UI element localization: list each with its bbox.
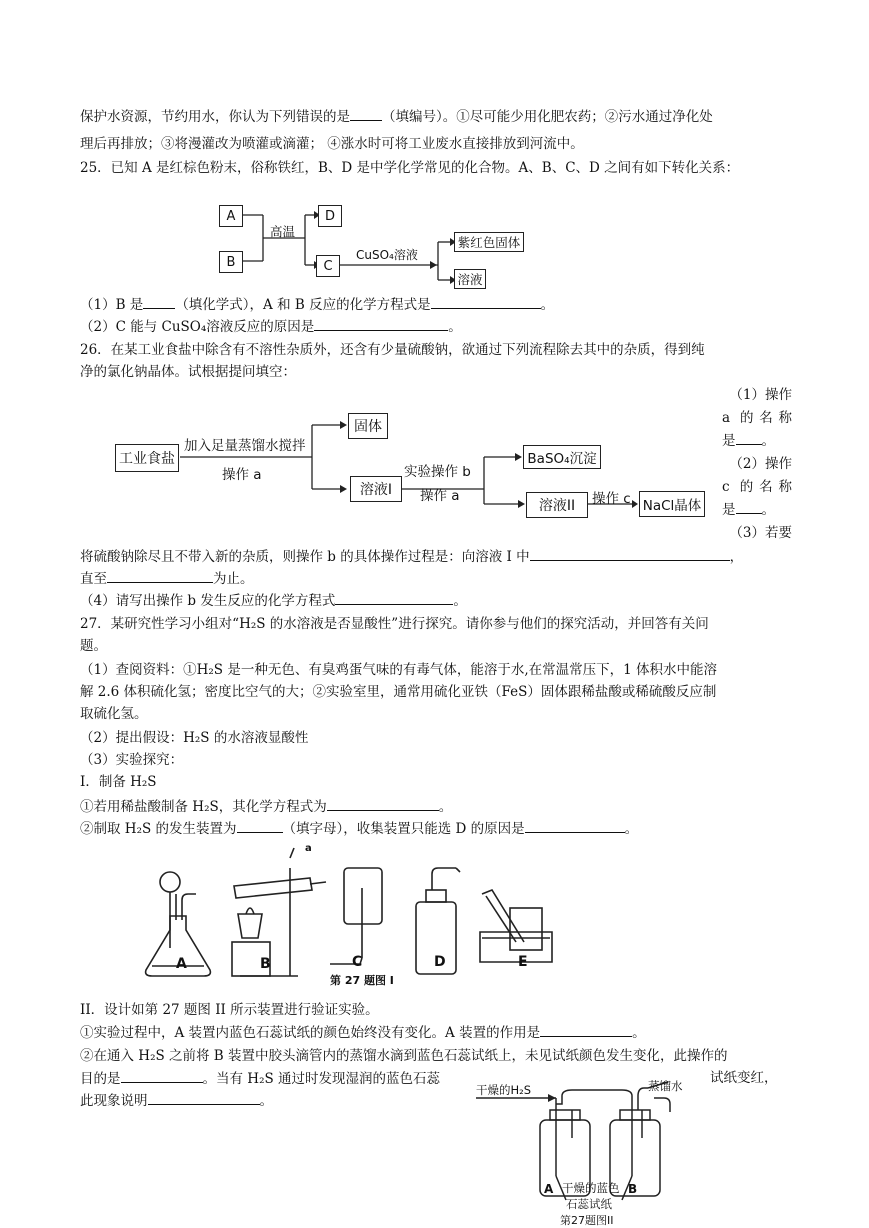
fig1-label-b: B: [260, 956, 271, 972]
q27-p3: （3）实验探究：: [80, 752, 184, 768]
flow-nacl: NaCl晶体: [639, 491, 705, 517]
fig1-label-c: C: [352, 954, 363, 970]
flow-baso4: BaSO₄沉淀: [523, 445, 601, 469]
flow-solution-1: 溶液I: [350, 476, 402, 502]
q27-t3: 此现象说明 。: [80, 1090, 273, 1111]
q26-part-3-b: 直至 为止。: [80, 568, 254, 589]
node-d: D: [318, 205, 342, 227]
reagent-cuso4: CuSO₄溶液: [356, 248, 418, 262]
q26-side-text: （1）操作 a 的名称 是 。 （2）操作 c 的名称 是 。 （3）若要: [722, 387, 792, 541]
q24-line-2: 理后再排放；③将漫灌改为喷灌或滴灌； ④涨水时可将工业废水直接排放到河流中。: [80, 136, 584, 152]
q27-stem-2: 题。: [80, 638, 107, 654]
fig1-mark-a: a: [305, 843, 312, 854]
q26-stem-2: 净的氯化钠晶体。试根据提问填空：: [80, 364, 296, 380]
flow-solution-2: 溶液II: [526, 492, 588, 518]
fig2-label-a: A: [544, 1182, 554, 1196]
fig2-label-b: B: [628, 1182, 638, 1196]
q27-t1: ①实验过程中，A 装置内蓝色石蕊试纸的颜色始终没有变化。A 装置的作用是 。: [80, 1022, 646, 1043]
fig2-water: 蒸馏水: [648, 1079, 683, 1093]
q25-part-2: （2）C 能与 CuSO₄溶液反应的原因是 。: [80, 316, 462, 337]
flow-industrial-salt: 工业食盐: [115, 444, 179, 472]
q27-p1-1: （1）查阅资料：①H₂S 是一种无色、有臭鸡蛋气味的有毒气体，能溶于水,在常温常压下，1 体积水中能溶: [80, 662, 717, 678]
fig1-label-d: D: [434, 954, 446, 970]
q25-part-1: （1）B 是 （填化学式），A 和 B 反应的化学方程式是 。: [80, 294, 554, 315]
q27-p1-2: 解 2.6 体积硫化氢；密度比空气的大；②实验室里，通常用硫化亚铁（FeS）固体跟稀盐酸或稀硫酸反应制: [80, 684, 717, 700]
fig1-label-e: E: [518, 954, 528, 970]
q27-p1-3: 取硫化氢。: [80, 706, 148, 722]
q24-line-1: 保护水资源，节约用水，你认为下列错误的是 （填编号）。①尽可能少用化肥农药；②污水通过净化处: [80, 106, 713, 127]
fig1-label-a: A: [176, 956, 187, 972]
flow-exp-b: 实验操作 b: [404, 464, 471, 480]
q25-stem: 25．已知 A 是红棕色粉末，俗称铁红，B、D 是中学化学常见的化合物。A、B、C、D 之间有如下转化关系：: [80, 160, 740, 176]
q27-sec-1: I．制备 H₂S: [80, 774, 157, 790]
q26-stem-1: 26．在某工业食盐中除含有不溶性杂质外，还含有少量硫酸钠，欲通过下列流程除去其中的杂质，得到纯: [80, 342, 705, 358]
flow-op-c: 操作 c: [592, 491, 631, 507]
fig2-gas-in: 干燥的H₂S: [476, 1083, 532, 1097]
fig2-caption: 第27题图II: [560, 1214, 614, 1227]
cond-high-temp: 高温: [270, 224, 296, 239]
node-b: B: [219, 251, 243, 273]
node-a: A: [219, 205, 243, 227]
q27-s1: ①若用稀盐酸制备 H₂S，其化学方程式为 。: [80, 796, 452, 817]
apparatus-drawing: [130, 838, 570, 988]
q26-part-3-a: 将硫酸钠除尽且不带入新的杂质，则操作 b 的具体操作过程是：向溶液 I 中 ，: [80, 546, 743, 567]
q27-stem-1: 27．某研究性学习小组对“H₂S 的水溶液是否显酸性”进行探究。请你参与他们的探究活动，并回答有关问: [80, 616, 709, 632]
node-c: C: [316, 255, 340, 277]
flow-step-dissolve: 加入足量蒸馏水搅拌: [184, 438, 306, 454]
q27-p2: （2）提出假设：H₂S 的水溶液显酸性: [80, 730, 309, 746]
q27-t2-tail: 试纸变红，: [710, 1070, 778, 1086]
flow-solid: 固体: [348, 413, 388, 439]
q27-t2-2: 目的是 。当有 H₂S 通过时发现湿润的蓝色石蕊: [80, 1068, 440, 1089]
q26-part-4: （4）请写出操作 b 发生反应的化学方程式 。: [80, 590, 467, 611]
flow-op-a-2: 操作 a: [420, 488, 460, 504]
fig2-paper-1: 干燥的蓝色: [562, 1181, 620, 1195]
fig1-caption: 第 27 题图 I: [330, 974, 394, 987]
node-solution: 溶液: [454, 269, 486, 289]
flow-op-a: 操作 a: [222, 467, 262, 483]
q27-t2-1: ②在通入 H₂S 之前将 B 装置中胶头滴管内的蒸馏水滴到蓝色石蕊试纸上，未见试纸颜色发生变化，此操作的: [80, 1048, 728, 1064]
q27-sec-2: II．设计如第 27 题图 II 所示装置进行验证实验。: [80, 1002, 379, 1018]
q25-arrows: [0, 198, 869, 298]
fig2-paper-2: 石蕊试纸: [566, 1197, 612, 1211]
node-purple-solid: 紫红色固体: [454, 232, 524, 252]
q27-s2: ②制取 H₂S 的发生装置为 （填字母），收集装置只能选 D 的原因是 。: [80, 818, 638, 839]
